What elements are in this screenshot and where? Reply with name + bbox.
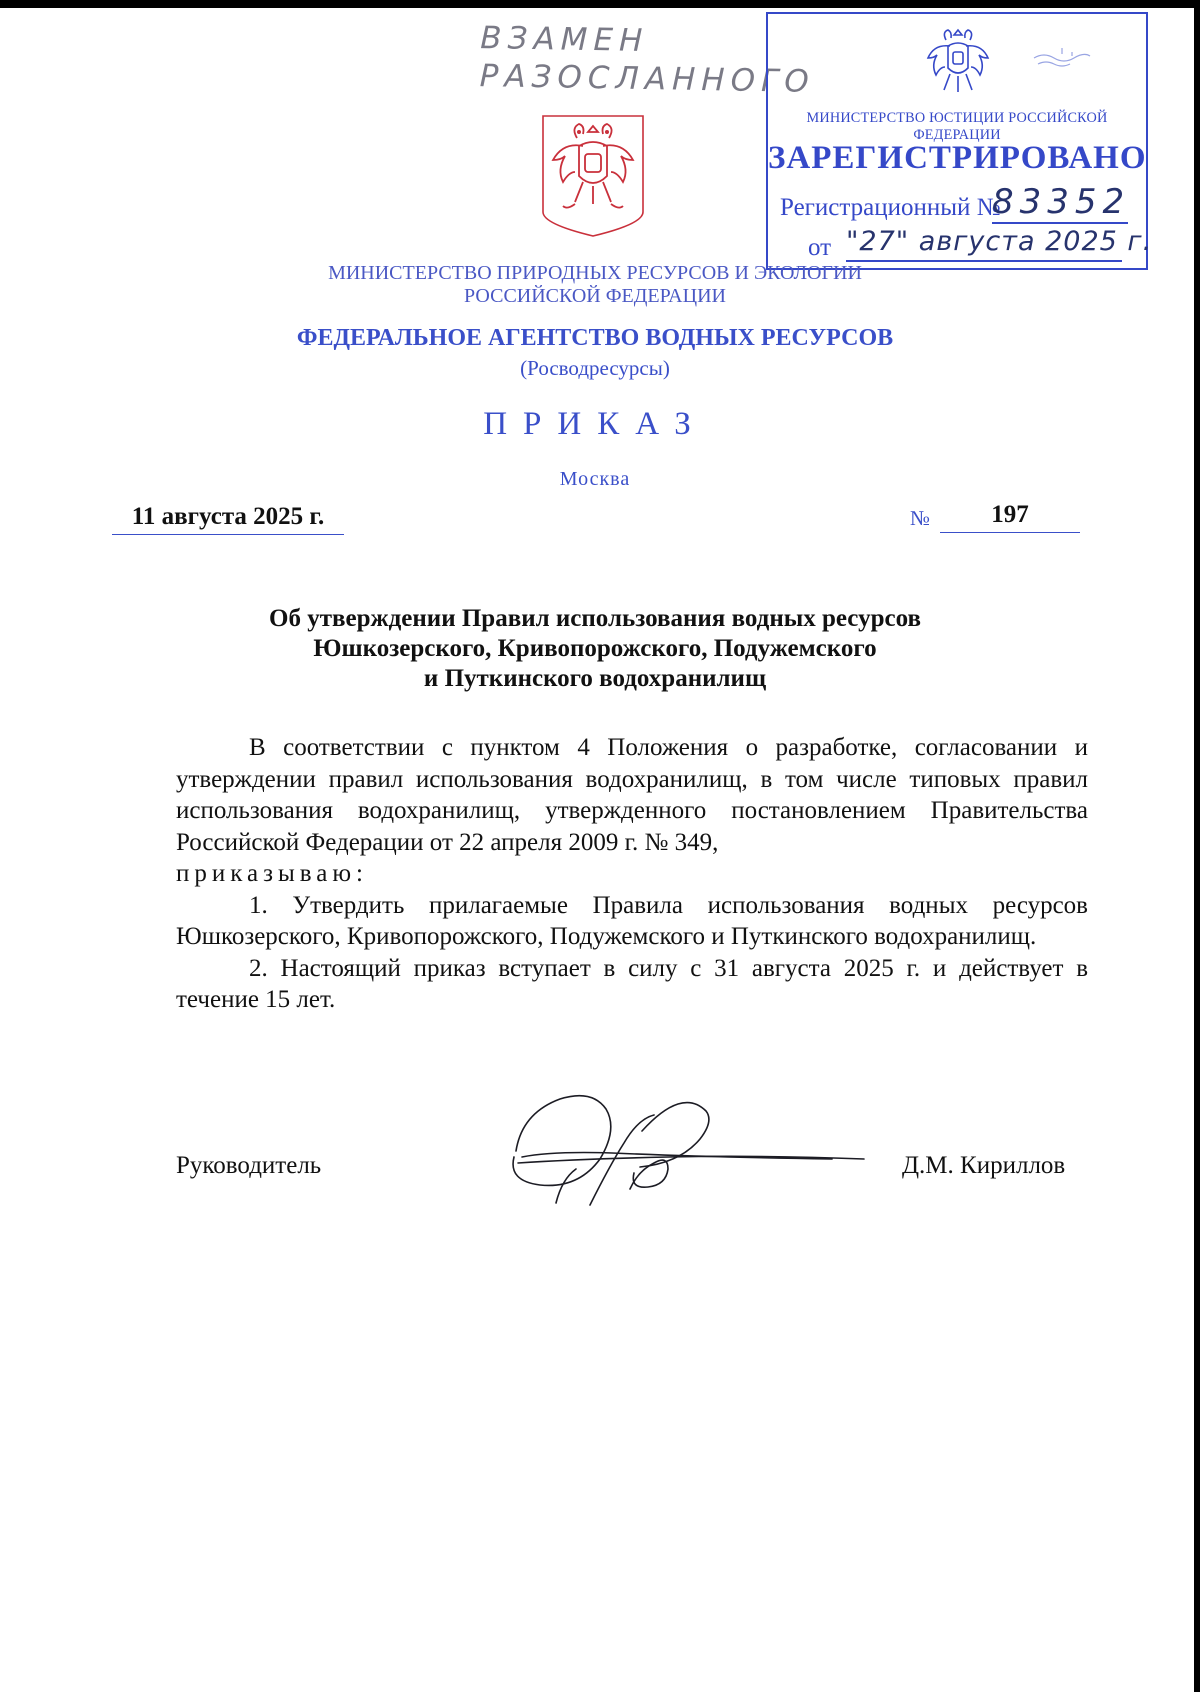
document-number: 197 xyxy=(940,498,1080,533)
agency-name: ФЕДЕРАЛЬНОЕ АГЕНТСТВО ВОДНЫХ РЕСУРСОВ xyxy=(296,325,894,351)
title-line3: и Путкинского водохранилищ xyxy=(423,665,767,692)
stamp-reg-label: Регистрационный № xyxy=(780,194,1001,221)
scan-border-top xyxy=(0,0,1200,8)
ministry-line2: РОССИЙСКОЙ ФЕДЕРАЦИИ xyxy=(464,285,726,307)
handwritten-note-line1: ВЗАМЕН xyxy=(480,20,649,60)
handwritten-note-line2: РАЗОСЛАННОГО xyxy=(479,58,815,100)
stamp-date-prefix: от xyxy=(808,234,832,261)
body-order-word-paragraph xyxy=(176,858,1088,890)
document-title xyxy=(0,604,1190,694)
document-body xyxy=(176,732,1088,1016)
stamp-eagle-icon xyxy=(920,24,996,100)
body-item2: 2. Настоящий приказ вступает в силу с 31 августа 2025 г. и действует в течение 15 лет. xyxy=(176,954,1088,1013)
order-word: приказываю: xyxy=(176,860,368,887)
scan-border-right xyxy=(1194,0,1200,1692)
ministry-line1: МИНИСТЕРСТВО ПРИРОДНЫХ РЕСУРСОВ И ЭКОЛОГИИ xyxy=(328,262,862,284)
registration-stamp xyxy=(766,12,1153,270)
document-city: Москва xyxy=(559,468,631,490)
coat-of-arms-icon xyxy=(539,112,647,240)
stamp-smudge xyxy=(1032,44,1092,74)
stamp-reg-number: 83352 xyxy=(992,182,1131,222)
ministry-header xyxy=(0,262,1190,308)
stamp-status-label: ЗАРЕГИСТРИРОВАНО xyxy=(768,140,1147,176)
agency-short-name: (Росводресурсы) xyxy=(520,356,670,380)
body-item1: 1. Утвердить прилагаемые Правила использования водных ресурсов Юшкозерского, Кривопорожского, Подужемского и Путкинского водохранилищ. xyxy=(176,891,1088,950)
stamp-ministry-label: МИНИСТЕРСТВО ЮСТИЦИИ РОССИЙСКОЙ ФЕДЕРАЦИИ xyxy=(806,110,1108,143)
title-line1: Об утверждении Правил использования водных ресурсов xyxy=(269,605,921,632)
body-preamble xyxy=(176,732,1088,858)
stamp-date-value: "27" августа 2025 г. xyxy=(846,224,1122,262)
preamble-text: В соответствии с пунктом 4 Положения о разработке, согласовании и утверждении правил использования водохранилищ, в том числе типовых правил использования водохранилищ, утвержденного постановлением Правительства Российской Федерации от 22 апреля 2009 г. № 349, xyxy=(176,734,1088,856)
document-type: ПРИКАЗ xyxy=(483,406,707,442)
signatory-name: Д.М. Кириллов xyxy=(902,1152,1066,1179)
signatory-title: Руководитель xyxy=(176,1152,322,1179)
title-line2: Юшкозерского, Кривопорожского, Подужемского xyxy=(313,635,877,662)
number-sign: № xyxy=(910,506,931,530)
document-date: 11 августа 2025 г. xyxy=(112,500,344,535)
handwritten-signature xyxy=(510,1085,870,1215)
